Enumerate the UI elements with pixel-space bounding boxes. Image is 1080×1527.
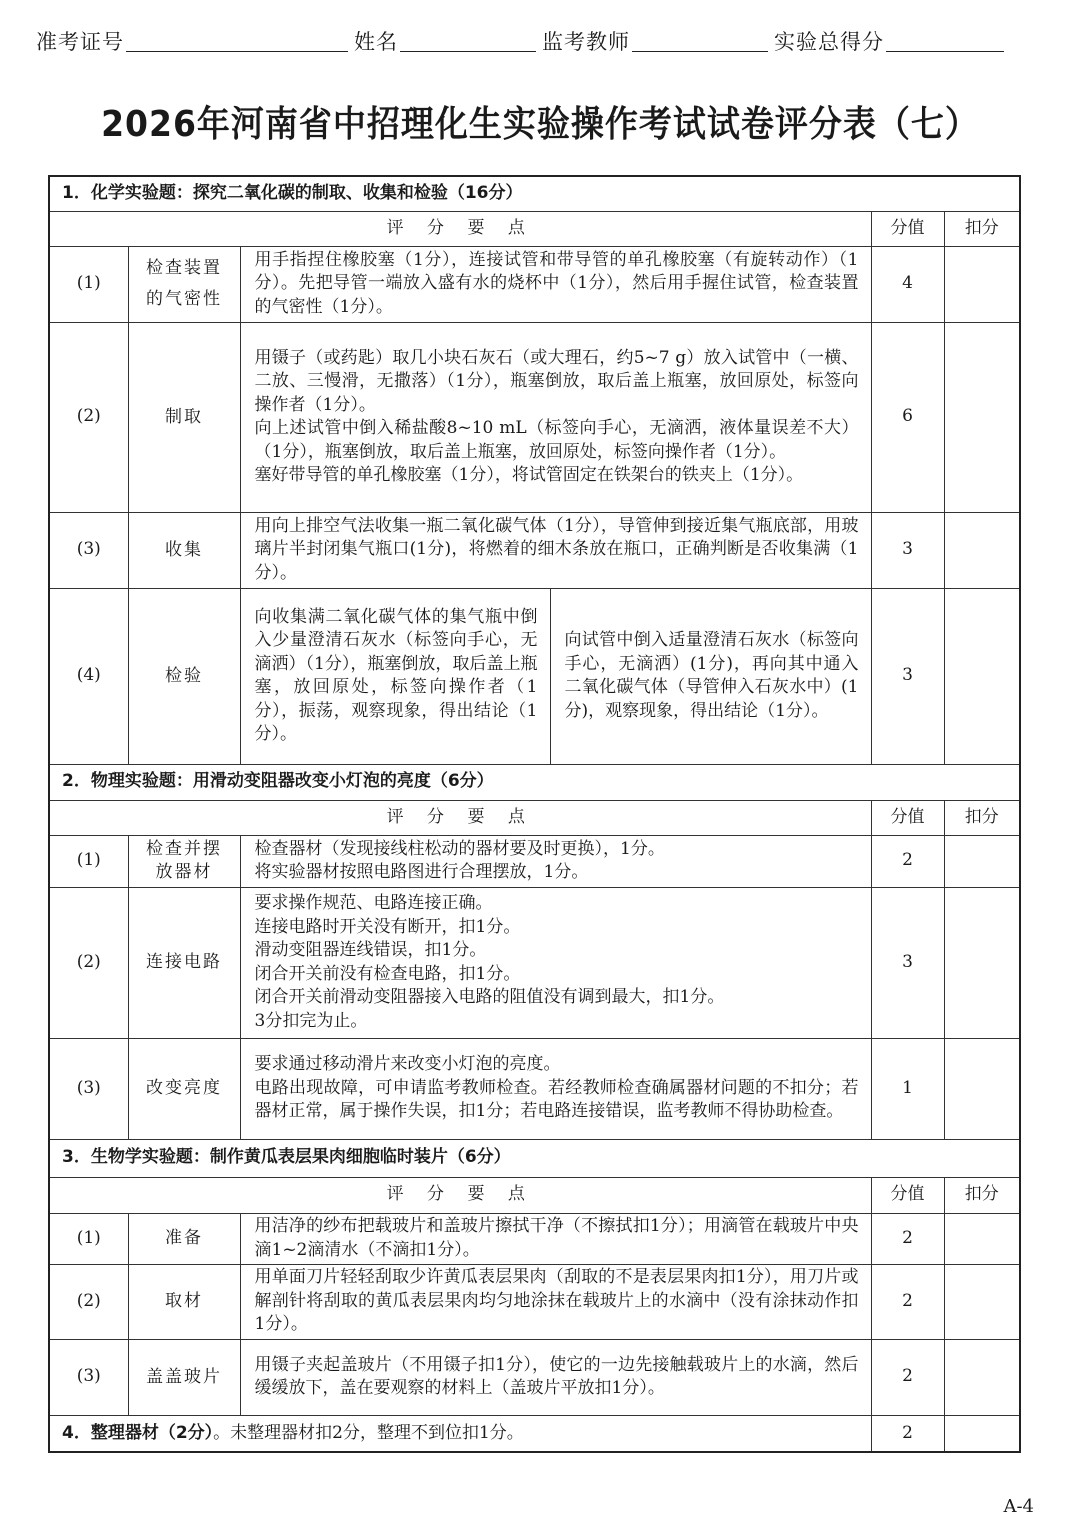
- deduct-cell[interactable]: [944, 322, 1020, 512]
- table-row: [49, 887, 1020, 1038]
- criteria-line: 3分扣完为止。: [254, 1010, 368, 1031]
- item-score: 2: [871, 1415, 944, 1452]
- criteria-line: 塞好带导管的单孔橡胶塞（1分），将试管固定在铁架台的铁夹上（1分）。: [254, 465, 804, 485]
- item-name: 取材: [128, 1264, 240, 1339]
- criteria-line: 将实验器材按照电路图进行合理摆放，1分。: [254, 862, 589, 882]
- criteria-option-b: 向试管中倒入适量澄清石灰水（标签向手心，无滴洒）(1分)，再向其中通入二氧化碳气体（导管伸入石灰水中）(1分)，观察现象，得出结论（1分）。: [550, 588, 871, 764]
- item-name: 准备: [128, 1213, 240, 1264]
- item-name: 检查并摆放器材: [128, 835, 240, 887]
- item-score: 1: [871, 1038, 944, 1139]
- total-score-label: 实验总得分: [774, 30, 884, 54]
- item-number: (2): [49, 887, 128, 1038]
- section-3-title-row: [49, 1139, 1020, 1177]
- criteria-line: 闭合开关前没有检查电路，扣1分。: [254, 963, 521, 984]
- table-row: [49, 1339, 1020, 1415]
- score-header: 分值: [871, 800, 944, 835]
- item-score: 2: [871, 1213, 944, 1264]
- page-title: 2026年河南省中招理化生实验操作考试试卷评分表（七）: [101, 102, 979, 145]
- table-row: [49, 512, 1020, 588]
- points-header: 评 分 要 点: [49, 1177, 871, 1213]
- item-number: (2): [49, 1264, 128, 1339]
- item-score: 3: [871, 588, 944, 764]
- section-4-row: [49, 1415, 1020, 1452]
- table-header-row: [49, 211, 1020, 246]
- section-4-title: 4．整理器材（2分）: [62, 1422, 214, 1443]
- criteria-line: 要求操作规范、电路连接正确。: [254, 893, 493, 913]
- deduct-cell[interactable]: [944, 588, 1020, 764]
- section-1-title-row: [49, 176, 1020, 211]
- item-criteria: 用向上排空气法收集一瓶二氧化碳气体（1分），导管伸到接近集气瓶底部，用玻璃片半封闭集气瓶口(1分)，将燃着的细木条放在瓶口，正确判断是否收集满（1分）。: [240, 512, 871, 588]
- item-criteria: 用手指捏住橡胶塞（1分），连接试管和带导管的单孔橡胶塞（有旋转动作）（1分）。先把导管一端放入盛有水的烧杯中（1分），然后用手握住试管，检查装置的气密性（1分）。: [240, 246, 871, 322]
- item-name: 检查装置的气密性: [128, 246, 240, 322]
- name-label: 姓名: [354, 30, 398, 54]
- section-1-title: 1．化学实验题：探究二氧化碳的制取、收集和检验（16分）: [49, 176, 1020, 211]
- criteria-line: 检查器材（发现接线柱松动的器材要及时更换），1分。: [254, 838, 665, 859]
- item-name: 检验: [128, 588, 240, 764]
- item-number: (3): [49, 512, 128, 588]
- points-header: 评 分 要 点: [49, 800, 871, 835]
- deduct-cell[interactable]: [944, 835, 1020, 887]
- item-name: 制取: [128, 322, 240, 512]
- item-score: 4: [871, 246, 944, 322]
- item-criteria: [240, 1038, 871, 1139]
- table-row: [49, 1038, 1020, 1139]
- scoring-table: [48, 175, 1021, 1453]
- item-criteria: 用洁净的纱布把载玻片和盖玻片擦拭干净（不擦拭扣1分）；用滴管在载玻片中央滴1~2滴清水（不滴扣1分）。: [240, 1213, 871, 1264]
- teacher-field[interactable]: [632, 25, 768, 52]
- points-header: 评 分 要 点: [49, 211, 871, 246]
- name-field[interactable]: [400, 25, 536, 52]
- item-number: (4): [49, 588, 128, 764]
- criteria-line: 连接电路时开关没有断开，扣1分。: [254, 916, 521, 937]
- candidate-info-header: [36, 22, 1046, 56]
- score-header: 分值: [871, 211, 944, 246]
- teacher-label: 监考教师: [542, 30, 630, 54]
- table-row: [49, 588, 1020, 764]
- criteria-line: 闭合开关前滑动变阻器接入电路的阻值没有调到最大，扣1分。: [254, 987, 725, 1007]
- deduct-cell[interactable]: [944, 1213, 1020, 1264]
- item-name: 连接电路: [128, 887, 240, 1038]
- item-score: 2: [871, 835, 944, 887]
- item-score: 3: [871, 887, 944, 1038]
- table-row: [49, 1264, 1020, 1339]
- exam-id-field[interactable]: [126, 25, 348, 52]
- section-4-text: 。未整理器材扣2分，整理不到位扣1分。: [213, 1422, 524, 1443]
- item-score: 2: [871, 1264, 944, 1339]
- page-number: A-4: [1003, 1496, 1034, 1517]
- section-4-content: [49, 1415, 871, 1452]
- table-row: [49, 1213, 1020, 1264]
- table-row: [49, 322, 1020, 512]
- table-header-row: [49, 800, 1020, 835]
- deduct-cell[interactable]: [944, 512, 1020, 588]
- criteria-line: 用镊子（或药匙）取几小块石灰石（或大理石，约5~7 g）放入试管中（一横、二放、三慢滑，无撒落）（1分），瓶塞倒放，取后盖上瓶塞，放回原处，标签向操作者（1分）。: [254, 347, 859, 415]
- total-score-field[interactable]: [886, 25, 1004, 52]
- item-number: (2): [49, 322, 128, 512]
- criteria-option-a: 向收集满二氧化碳气体的集气瓶中倒入少量澄清石灰水（标签向手心，无滴洒）（1分），瓶塞倒放，取后盖上瓶塞，放回原处，标签向操作者（1分），振荡，观察现象，得出结论（1分）。: [240, 588, 550, 764]
- item-criteria: 用单面刀片轻轻刮取少许黄瓜表层果肉（刮取的不是表层果肉扣1分），用刀片或解剖针将刮取的黄瓜表层果肉均匀地涂抹在载玻片上的水滴中（没有涂抹动作扣1分）。: [240, 1264, 871, 1339]
- table-row: [49, 835, 1020, 887]
- section-3-title: 3．生物学实验题：制作黄瓜表层果肉细胞临时装片（6分）: [49, 1139, 1020, 1177]
- criteria-line: 滑动变阻器连线错误，扣1分。: [254, 940, 487, 960]
- item-score: 6: [871, 322, 944, 512]
- deduct-cell[interactable]: [944, 887, 1020, 1038]
- item-name: 改变亮度: [128, 1038, 240, 1139]
- table-header-row: [49, 1177, 1020, 1213]
- criteria-line: 向上述试管中倒入稀盐酸8~10 mL（标签向手心，无滴洒，液体量误差不大）（1分），瓶塞倒放，取后盖上瓶塞，放回原处，标签向操作者（1分）。: [254, 418, 859, 462]
- criteria-line: 电路出现故障，可申请监考教师检查。若经教师检查确属器材问题的不扣分；若器材正常，属于操作失误，扣1分；若电路连接错误，监考教师不得协助检查。: [254, 1077, 859, 1122]
- section-2-title: 2．物理实验题：用滑动变阻器改变小灯泡的亮度（6分）: [49, 764, 1020, 800]
- item-criteria: [240, 835, 871, 887]
- deduct-cell[interactable]: [944, 1264, 1020, 1339]
- score-header: 分值: [871, 1177, 944, 1213]
- item-score: 3: [871, 512, 944, 588]
- item-name: 收集: [128, 512, 240, 588]
- item-number: (3): [49, 1339, 128, 1415]
- table-row: [49, 246, 1020, 322]
- deduct-cell[interactable]: [944, 1339, 1020, 1415]
- deduct-cell[interactable]: [944, 1038, 1020, 1139]
- criteria-line: 要求通过移动滑片来改变小灯泡的亮度。: [254, 1054, 561, 1075]
- item-criteria: 用镊子夹起盖玻片（不用镊子扣1分），使它的一边先接触载玻片上的水滴，然后缓缓放下，盖在要观察的材料上（盖玻片平放扣1分）。: [240, 1339, 871, 1415]
- deduct-header: 扣分: [944, 1177, 1020, 1213]
- item-number: (1): [49, 246, 128, 322]
- deduct-cell[interactable]: [944, 246, 1020, 322]
- item-criteria: [240, 322, 871, 512]
- item-name: 盖盖玻片: [128, 1339, 240, 1415]
- deduct-header: 扣分: [944, 800, 1020, 835]
- item-score: 2: [871, 1339, 944, 1415]
- item-number: (1): [49, 1213, 128, 1264]
- deduct-cell[interactable]: [944, 1415, 1020, 1452]
- item-number: (3): [49, 1038, 128, 1139]
- section-2-title-row: [49, 764, 1020, 800]
- item-criteria: [240, 887, 871, 1038]
- exam-id-label: 准考证号: [36, 30, 124, 54]
- deduct-header: 扣分: [944, 211, 1020, 246]
- item-number: (1): [49, 835, 128, 887]
